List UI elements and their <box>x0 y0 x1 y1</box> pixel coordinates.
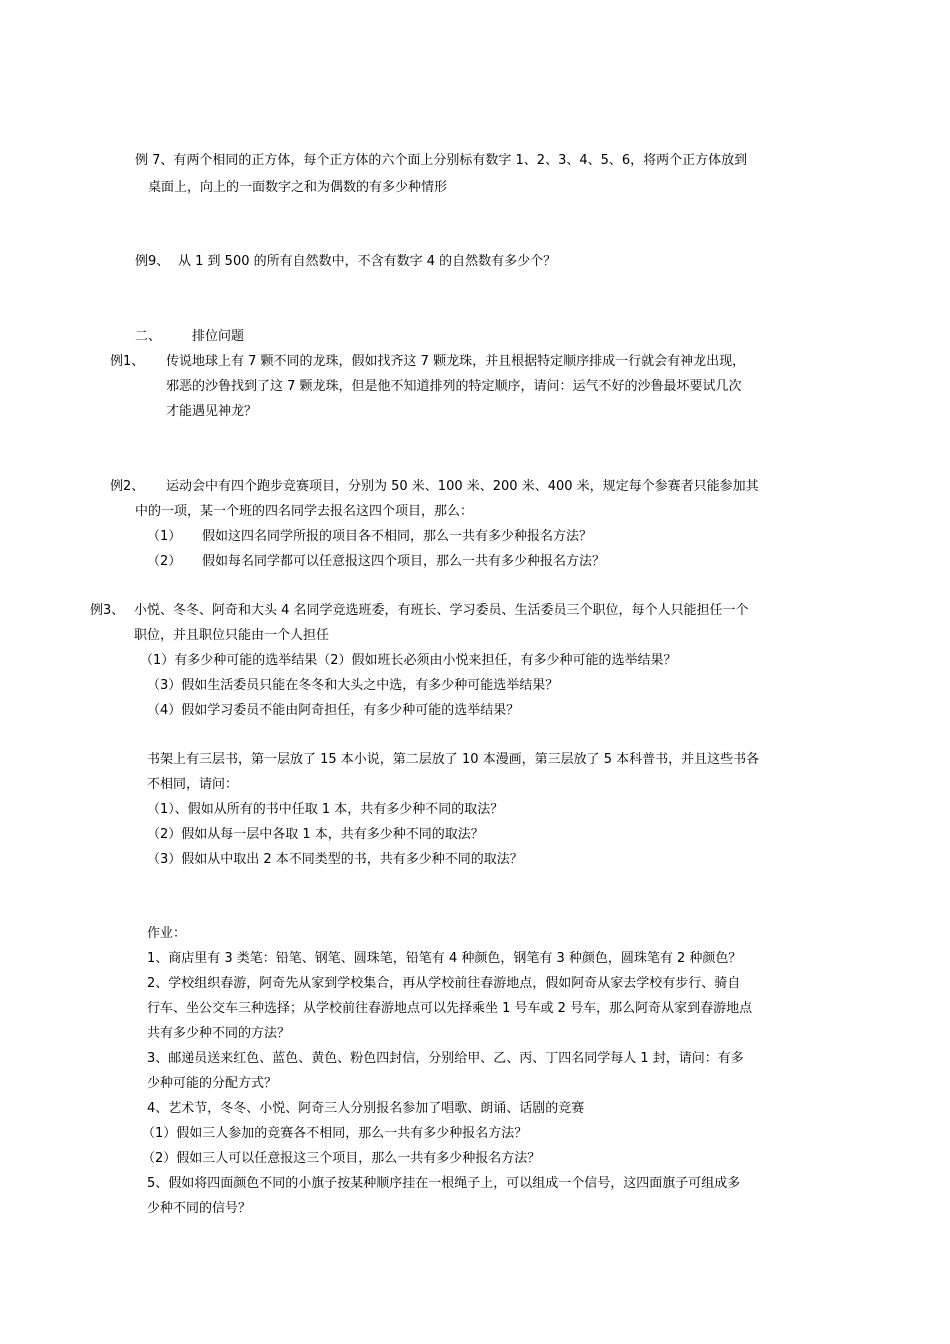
homework-3-line-2: 少种可能的分配方式？ <box>147 1076 278 1091</box>
homework-3-line-1: 3、邮递员送来红色、蓝色、黄色、粉色四封信，分别给甲、乙、丙、丁四名同学每人 1 封，请问：有多 <box>147 1051 744 1066</box>
perm-example-2-label: 例2、 <box>110 479 145 494</box>
example-9-label: 例9、 <box>135 254 170 269</box>
perm-example-3-q4: （4）假如学习委员不能由阿奇担任，有多少种可能的选举结果？ <box>147 703 520 718</box>
perm-example-1-line-1: 传说地球上有 7 颗不同的龙珠，假如找齐这 7 颗龙珠，并且根据特定顺序排成一行就会有神龙出现， <box>166 354 746 369</box>
perm-example-3-line-1: 小悦、冬冬、阿奇和大头 4 名同学竞选班委，有班长、学习委员、生活委员三个职位，每个人只能担任一个 <box>134 603 749 618</box>
perm-example-3-label: 例3、 <box>90 603 125 618</box>
homework-5-line-1: 5、假如将四面颜色不同的小旗子按某种顺序挂在一根绳子上，可以组成一个信号，这四面旗子可组成多 <box>147 1176 741 1191</box>
books-line-2: 不相同，请问： <box>147 777 239 792</box>
homework-4-q1: （1）假如三人参加的竞赛各不相同，那么一共有多少种报名方法？ <box>142 1126 528 1141</box>
homework-2-line-3: 共有多少种不同的方法？ <box>147 1026 291 1041</box>
perm-example-2-q1-text: 假如这四名同学所报的项目各不相同，那么一共有多少种报名方法？ <box>202 529 593 544</box>
perm-example-2-q1-number: （1） <box>147 529 182 544</box>
section-2-title: 排位问题 <box>192 329 245 344</box>
books-line-1: 书架上有三层书，第一层放了 15 本小说，第二层放了 10 本漫画，第三层放了 5 本科普书，并且这些书各 <box>147 752 760 767</box>
homework-5-line-2: 少种不同的信号？ <box>147 1201 252 1216</box>
perm-example-3-q3: （3）假如生活委员只能在冬冬和大头之中选，有多少种可能选举结果？ <box>147 678 559 693</box>
example-7-line-2: 桌面上，向上的一面数字之和为偶数的有多少种情形 <box>148 180 448 195</box>
example-7-line-1: 例 7、有两个相同的正方体，每个正方体的六个面上分别标有数字 1、2、3、4、5、6，将两个正方体放到 <box>135 153 748 168</box>
perm-example-3-q1-q2: （1）有多少种可能的选举结果（2）假如班长必须由小悦来担任，有多少种可能的选举结果？ <box>140 653 677 668</box>
homework-1: 1、商店里有 3 类笔：铅笔、钢笔、圆珠笔，铅笔有 4 种颜色，钢笔有 3 种颜色，圆珠笔有 2 种颜色？ <box>147 951 742 966</box>
books-q2: （2）假如从每一层中各取 1 本，共有多少种不同的取法？ <box>147 827 484 842</box>
perm-example-1-line-2: 邪恶的沙鲁找到了这 7 颗龙珠，但是他不知道排列的特定顺序，请问：运气不好的沙鲁最坏要试几次 <box>166 379 742 394</box>
perm-example-2-line-1: 运动会中有四个跑步竞赛项目，分别为 50 米、100 米、200 米、400 米，规定每个参赛者只能参加其 <box>166 479 759 494</box>
books-q3: （3）假如从中取出 2 本不同类型的书，共有多少种不同的取法？ <box>147 852 523 867</box>
perm-example-1-line-3: 才能遇见神龙？ <box>166 404 258 419</box>
homework-4-q2: （2）假如三人可以任意报这三个项目，那么一共有多少种报名方法？ <box>142 1151 541 1166</box>
perm-example-3-line-2: 职位，并且职位只能由一个人担任 <box>134 628 330 643</box>
example-9-text: 从 1 到 500 的所有自然数中，不含有数字 4 的自然数有多少个？ <box>178 254 557 269</box>
homework-2-line-2: 行车、坐公交车三种选择；从学校前往春游地点可以先择乘坐 1 号车或 2 号车，那么阿奇从家到春游地点 <box>147 1001 753 1016</box>
homework-2-line-1: 2、学校组织春游，阿奇先从家到学校集合，再从学校前往春游地点，假如阿奇从家去学校有步行、骑自 <box>147 976 741 991</box>
books-q1: （1）、假如从所有的书中任取 1 本，共有多少种不同的取法？ <box>147 802 504 817</box>
perm-example-1-label: 例1、 <box>110 354 145 369</box>
perm-example-2-q2-number: （2） <box>147 554 182 569</box>
homework-4: 4、艺术节，冬冬、小悦、阿奇三人分别报名参加了唱歌、朗诵、话剧的竞赛 <box>147 1101 585 1116</box>
section-2-number: 二、 <box>135 329 162 344</box>
homework-title: 作业： <box>147 926 187 941</box>
perm-example-2-line-2: 中的一项，某一个班的四名同学去报名这四个项目，那么： <box>135 504 474 519</box>
perm-example-2-q2-text: 假如每名同学都可以任意报这四个项目，那么一共有多少种报名方法？ <box>202 554 606 569</box>
